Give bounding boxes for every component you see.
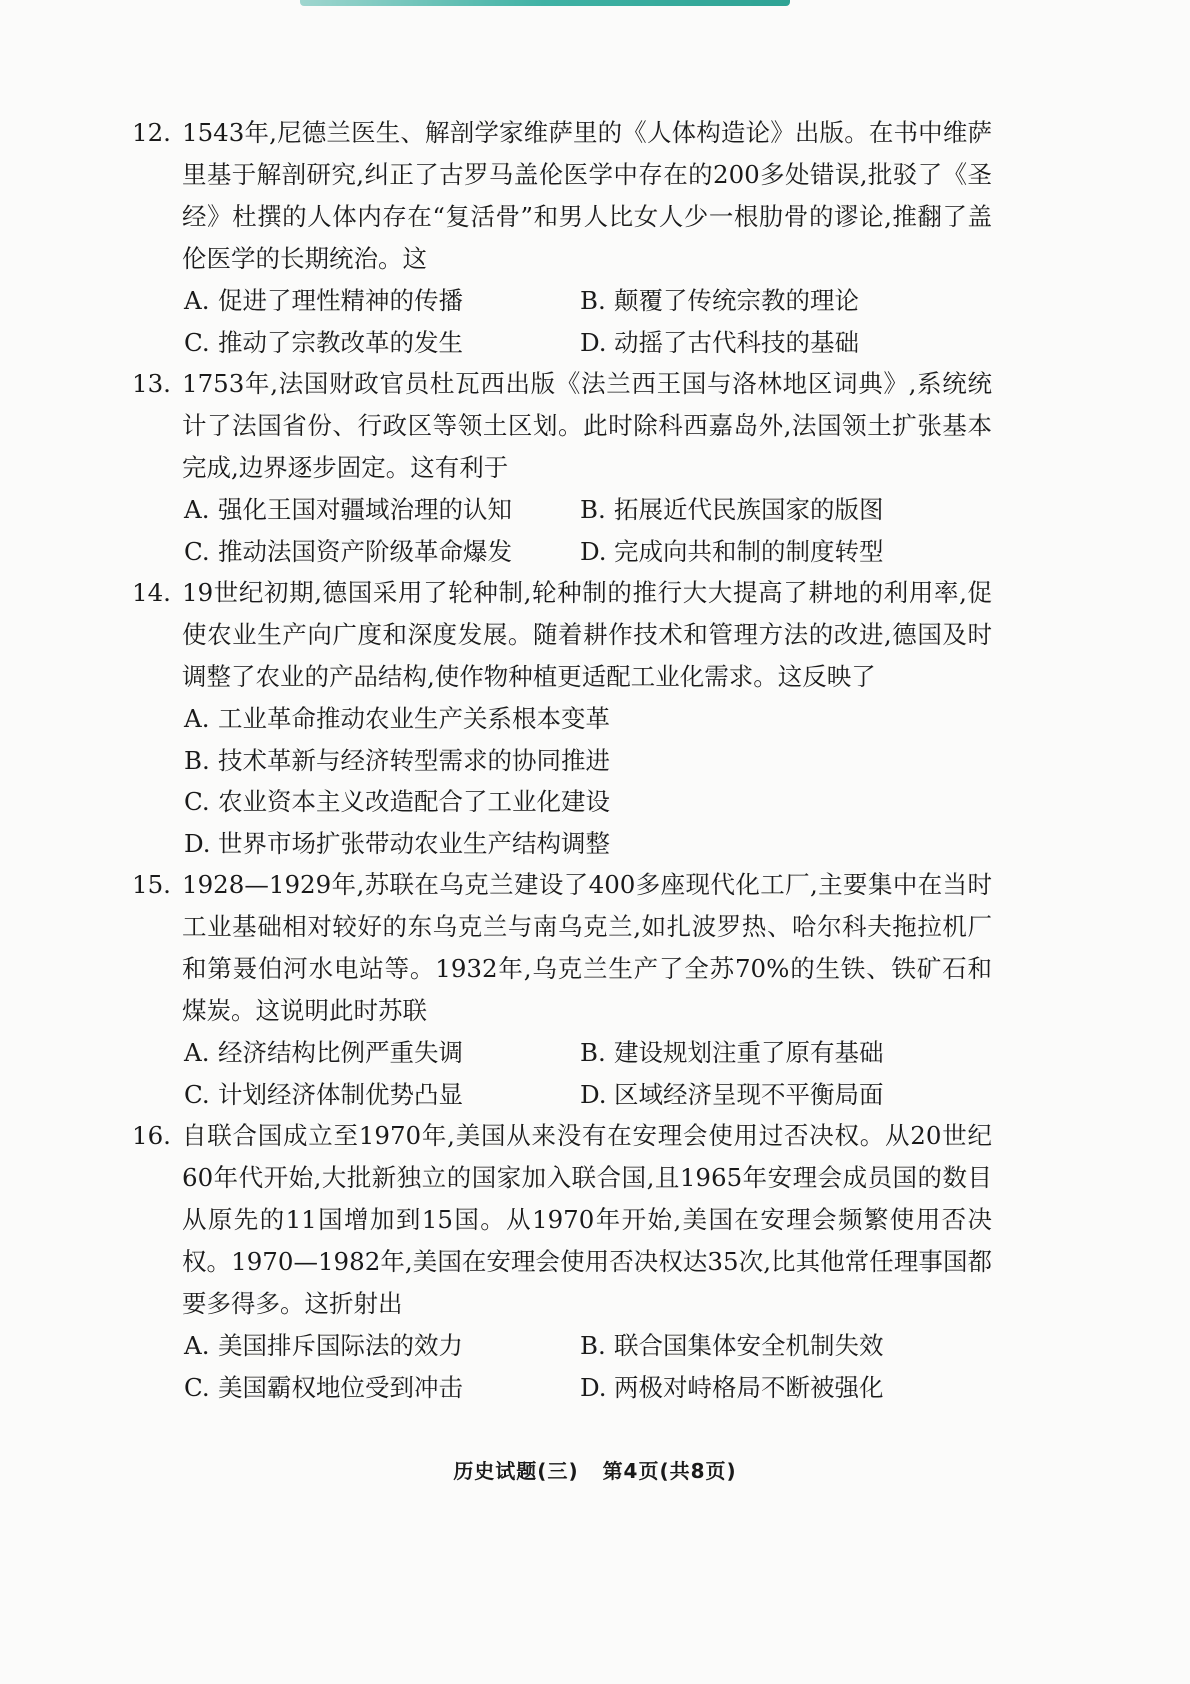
option-row xyxy=(184,1325,992,1367)
option-a[interactable] xyxy=(184,280,580,322)
option-text: 联合国集体安全机制失效 xyxy=(614,1331,884,1360)
option-text: 推动法国资产阶级革命爆发 xyxy=(218,536,512,566)
option-text: 美国霸权地位受到冲击 xyxy=(218,1372,463,1402)
option-a[interactable] xyxy=(184,1032,580,1074)
option-text: 推动了宗教改革的发生 xyxy=(218,327,463,357)
footer-page-number: 第4页(共8页) xyxy=(602,1459,737,1483)
option-text: 世界市场扩张带动农业生产结构调整 xyxy=(218,828,610,858)
option-c[interactable] xyxy=(184,531,580,573)
option-letter: D. xyxy=(580,536,607,566)
option-text: 动摇了古代科技的基础 xyxy=(614,327,859,357)
option-letter: B. xyxy=(580,495,606,524)
option-letter: B. xyxy=(580,286,606,315)
question-13 xyxy=(132,363,992,572)
option-letter: A. xyxy=(184,286,210,315)
option-letter: A. xyxy=(184,1038,210,1067)
options xyxy=(184,698,992,864)
question-list xyxy=(132,112,992,1408)
option-letter: C. xyxy=(184,327,210,357)
option-text: 计划经济体制优势凸显 xyxy=(218,1079,463,1109)
option-row xyxy=(184,1074,992,1116)
option-a[interactable] xyxy=(184,489,580,531)
option-b[interactable] xyxy=(580,1032,976,1074)
option-letter: D. xyxy=(580,1372,607,1402)
question-stem xyxy=(132,112,992,280)
option-letter: C. xyxy=(184,1372,210,1402)
option-text: 农业资本主义改造配合了工业化建设 xyxy=(218,787,610,816)
option-text: 完成向共和制的制度转型 xyxy=(614,536,884,566)
option-row xyxy=(184,698,992,740)
option-letter: B. xyxy=(580,1331,606,1360)
question-text: 1928—1929年,苏联在乌克兰建设了400多座现代化工厂,主要集中在当时工业基础相对较好的东乌克兰与南乌克兰,如扎波罗热、哈尔科夫拖拉机厂和第聂伯河水电站等。1932年,乌克兰生产了全苏70%的生铁、铁矿石和煤炭。这说明此时苏联 xyxy=(182,870,992,1025)
option-row xyxy=(184,531,992,573)
question-number: 15. xyxy=(132,870,171,899)
question-text: 自联合国成立至1970年,美国从来没有在安理会使用过否决权。从20世纪60年代开始,大批新独立的国家加入联合国,且1965年安理会成员国的数目从原先的11国增加到15国。从1970年开始,美国在安理会频繁使用否决权。1970—1982年,美国在安理会使用否决权达35次,比其他常任理事国都要多得多。这折射出 xyxy=(182,1121,992,1318)
options xyxy=(184,280,992,363)
option-letter: D. xyxy=(580,1079,607,1109)
option-b[interactable] xyxy=(580,489,976,531)
option-d[interactable] xyxy=(580,1074,976,1116)
option-b[interactable] xyxy=(184,740,610,782)
option-c[interactable] xyxy=(184,781,610,823)
option-c[interactable] xyxy=(184,1367,580,1409)
option-text: 两极对峙格局不断被强化 xyxy=(614,1372,884,1402)
question-15 xyxy=(132,864,992,1115)
option-letter: A. xyxy=(184,1331,210,1360)
question-16 xyxy=(132,1115,992,1408)
page-footer xyxy=(0,1455,1190,1484)
option-row xyxy=(184,781,992,823)
option-text: 拓展近代民族国家的版图 xyxy=(614,495,884,524)
question-stem xyxy=(132,363,992,489)
question-14 xyxy=(132,572,992,864)
question-number: 14. xyxy=(132,578,171,607)
option-text: 建设规划注重了原有基础 xyxy=(614,1038,884,1067)
option-letter: C. xyxy=(184,536,210,566)
option-letter: D. xyxy=(184,828,211,858)
top-color-strip xyxy=(300,0,790,6)
option-c[interactable] xyxy=(184,322,580,364)
option-d[interactable] xyxy=(580,531,976,573)
question-text: 19世纪初期,德国采用了轮种制,轮种制的推行大大提高了耕地的利用率,促使农业生产向广度和深度发展。随着耕作技术和管理方法的改进,德国及时调整了农业的产品结构,使作物种植更适配工业化需求。这反映了 xyxy=(182,578,992,691)
option-b[interactable] xyxy=(580,1325,976,1367)
question-stem xyxy=(132,864,992,1032)
option-c[interactable] xyxy=(184,1074,580,1116)
option-letter: D. xyxy=(580,327,607,357)
option-letter: B. xyxy=(580,1038,606,1067)
footer-subject: 历史试题(三) xyxy=(453,1459,579,1483)
option-row xyxy=(184,823,992,865)
option-text: 强化王国对疆域治理的认知 xyxy=(218,495,512,524)
option-row xyxy=(184,489,992,531)
question-12 xyxy=(132,112,992,363)
option-text: 促进了理性精神的传播 xyxy=(218,286,463,315)
option-d[interactable] xyxy=(580,1367,976,1409)
option-a[interactable] xyxy=(184,698,610,740)
question-text: 1543年,尼德兰医生、解剖学家维萨里的《人体构造论》出版。在书中维萨里基于解剖研究,纠正了古罗马盖伦医学中存在的200多处错误,批驳了《圣经》杜撰的人体内存在“复活骨”和男人比女人少一根肋骨的谬论,推翻了盖伦医学的长期统治。这 xyxy=(182,118,992,273)
question-stem xyxy=(132,572,992,698)
option-letter: A. xyxy=(184,704,210,733)
option-letter: A. xyxy=(184,495,210,524)
option-letter: C. xyxy=(184,1079,210,1109)
option-text: 颠覆了传统宗教的理论 xyxy=(614,286,859,315)
options xyxy=(184,1032,992,1115)
option-text: 工业革命推动农业生产关系根本变革 xyxy=(218,704,610,733)
question-text: 1753年,法国财政官员杜瓦西出版《法兰西王国与洛林地区词典》,系统统计了法国省份、行政区等领土区划。此时除科西嘉岛外,法国领土扩张基本完成,边界逐步固定。这有利于 xyxy=(182,369,992,482)
option-text: 经济结构比例严重失调 xyxy=(218,1038,463,1067)
options xyxy=(184,489,992,572)
option-row xyxy=(184,322,992,364)
question-number: 12. xyxy=(132,118,171,147)
option-text: 区域经济呈现不平衡局面 xyxy=(614,1079,884,1109)
option-text: 技术革新与经济转型需求的协同推进 xyxy=(218,745,610,775)
option-row xyxy=(184,280,992,322)
option-text: 美国排斥国际法的效力 xyxy=(218,1331,463,1360)
question-stem xyxy=(132,1115,992,1325)
option-d[interactable] xyxy=(184,823,610,865)
option-letter: C. xyxy=(184,787,210,816)
option-d[interactable] xyxy=(580,322,976,364)
option-a[interactable] xyxy=(184,1325,580,1367)
options xyxy=(184,1325,992,1408)
question-number: 16. xyxy=(132,1121,171,1150)
question-number: 13. xyxy=(132,369,171,398)
option-letter: B. xyxy=(184,745,210,775)
option-row xyxy=(184,1367,992,1409)
option-row xyxy=(184,1032,992,1074)
option-b[interactable] xyxy=(580,280,976,322)
option-row xyxy=(184,740,992,782)
